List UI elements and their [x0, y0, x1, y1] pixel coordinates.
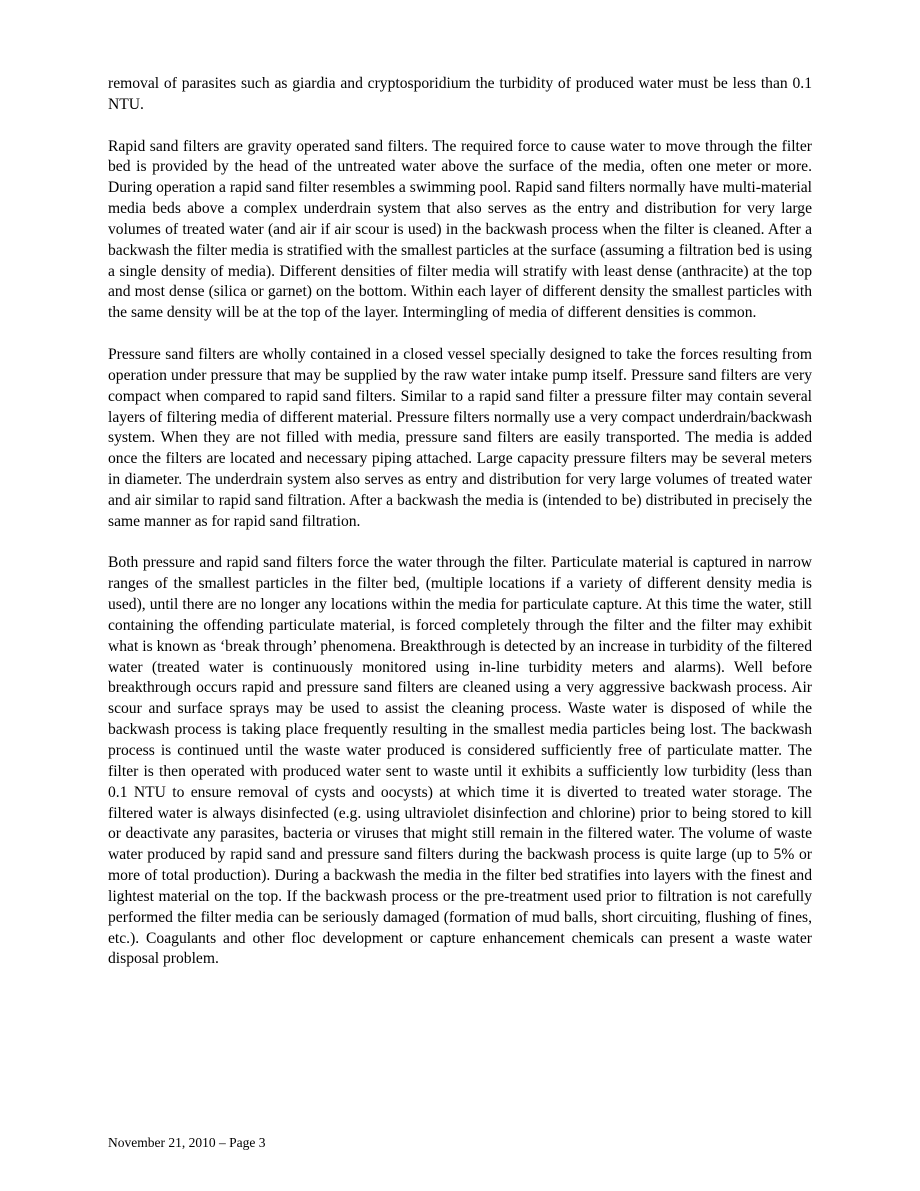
page-body [108, 74, 812, 991]
paragraph-rapid-sand-filters: Rapid sand filters are gravity operated sand filters. The required force to cause water to move through the filter bed is provided by the head of the untreated water above the surface of the media, often one meter or more. During operation a rapid sand filter resembles a swimming pool. Rapid sand filters normally have multi-material media beds above a complex underdrain system that also serves as the entry and distribution for very large volumes of treated water (and air if air scour is used) in the backwash process when the filter is cleaned. After a backwash the filter media is stratified with the smallest particles at the surface (assuming a filtration bed is using a single density of media). Different densities of filter media will stratify with least dense (anthracite) at the top and most dense (silica or garnet) on the bottom. Within each layer of different density the smallest particles with the same density will be at the top of the layer. Intermingling of media of different densities is common. [108, 137, 812, 322]
paragraph-parasite-removal: removal of parasites such as giardia and cryptosporidium the turbidity of produced water must be less than 0.1 NTU. [108, 75, 812, 113]
paragraph-backwash-process: Both pressure and rapid sand filters force the water through the filter. Particulate material is captured in narrow ranges of the smallest particles in the filter bed, (multiple locations if a variety of different density media is used), until there are no longer any locations within the media for particulate capture. At this time the water, still containing the offending particulate material, is forced completely through the filter and the filter may exhibit what is known as ‘break through’ phenomena. Breakthrough is detected by an increase in turbidity of the filtered water (treated water is continuously monitored using in-line turbidity meters and alarms). Well before breakthrough occurs rapid and pressure sand filters are cleaned using a very aggressive backwash process. Air scour and surface sprays may be used to assist the cleaning process. Waste water is disposed of while the backwash process is taking place frequently resulting in the smallest media particles being lost. The backwash process is continued until the waste water produced is considered sufficiently free of particulate matter. The filter is then operated with produced water sent to waste until it exhibits a sufficiently low turbidity (less than 0.1 NTU to ensure removal of cysts and oocysts) at which time it is diverted to treated water storage. The filtered water is always disinfected (e.g. using ultraviolet disinfection and chlorine) prior to being stored to kill or deactivate any parasites, bacteria or viruses that might still remain in the filtered water. The volume of waste water produced by rapid sand and pressure sand filters during the backwash process is quite large (up to 5% or more of total production). During a backwash the media in the filter bed stratifies into layers with the finest and lightest material on the top. If the backwash process or the pre-treatment used prior to filtration is not carefully performed the filter media can be seriously damaged (formation of mud balls, short circuiting, flushing of fines, etc.). Coagulants and other floc development or capture enhancement chemicals can present a waste water disposal problem. [108, 554, 812, 968]
page-footer: November 21, 2010 – Page 3 [108, 1135, 266, 1150]
paragraph-pressure-sand-filters: Pressure sand filters are wholly contained in a closed vessel specially designed to take the forces resulting from operation under pressure that may be supplied by the raw water intake pump itself. Pressure sand filters are very compact when compared to rapid sand filters. Similar to a rapid sand filter a pressure filter may contain several layers of filtering media of different material. Pressure filters normally use a very compact underdrain/backwash system. When they are not filled with media, pressure sand filters are easily transported. The media is added once the filters are located and necessary piping attached. Large capacity pressure filters may be several meters in diameter. The underdrain system also serves as entry and distribution for very large volumes of treated water and air similar to rapid sand filtration. After a backwash the media is (intended to be) distributed in precisely the same manner as for rapid sand filtration. [108, 345, 812, 530]
